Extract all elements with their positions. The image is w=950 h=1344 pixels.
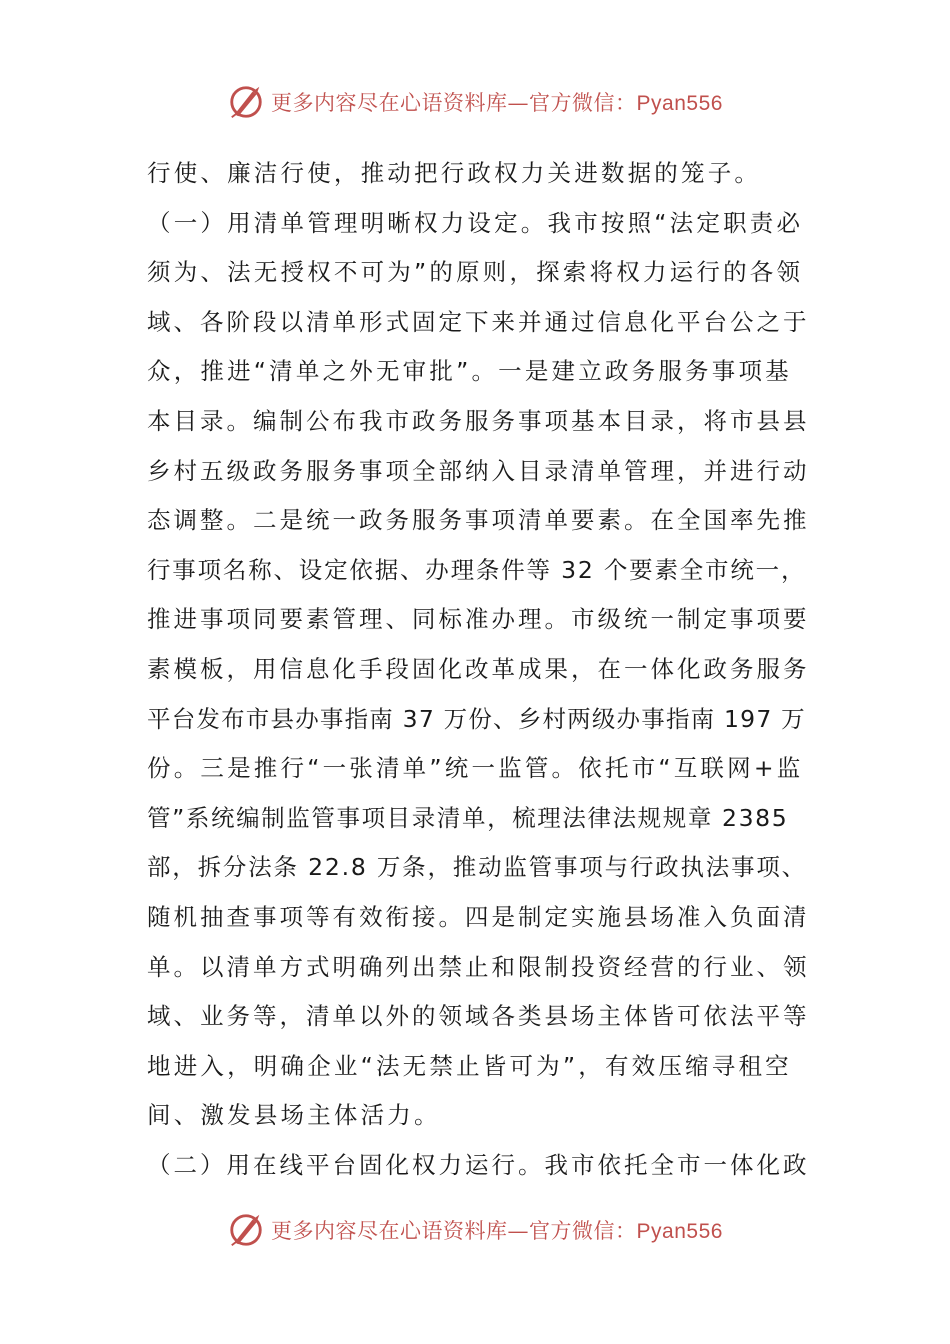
quill-pen-logo-icon [227,83,265,121]
text-line: 间、激发县场主体活力。 [147,1101,441,1130]
watermark-wechat-id: Pyan556 [636,1220,723,1243]
quill-pen-logo-icon [227,1211,265,1249]
watermark-text-cn: 更多内容尽在心语资料库—官方微信： [271,1219,637,1243]
text-line: 众，推进“清单之外无审批”。一是建立政务服务事项基 [147,357,792,386]
text-line: 行事项名称、设定依据、办理条件等 32 个要素全市统一， [147,555,807,584]
text-line: 域、各阶段以清单形式固定下来并通过信息化平台公之于 [147,307,810,336]
watermark-wechat-id: Pyan556 [636,92,723,115]
watermark-banner-top [0,80,950,124]
text-line: 本目录。编制公布我市政务服务事项基本目录，将市县县 [147,406,810,435]
text-line: 管”系统编制监管事项目录清单，梳理法律法规规章 2385 [147,803,789,832]
text-line: 素模板，用信息化手段固化改革成果，在一体化政务服务 [147,654,810,683]
text-line: （一）用清单管理明晰权力设定。我市按照“法定职责必 [147,208,804,237]
text-line: 行使、廉洁行使，推动把行政权力关进数据的笼子。 [147,159,762,187]
text-line: 单。以清单方式明确列出禁止和限制投资经营的行业、领 [147,952,810,981]
text-line: 地进入，明确企业“法无禁止皆可为”，有效压缩寻租空 [147,1051,792,1080]
text-line: 随机抽查事项等有效衔接。四是制定实施县场准入负面清 [147,902,810,931]
text-line: （二）用在线平台固化权力运行。我市依托全市一体化政 [147,1150,810,1179]
watermark-text [271,1215,723,1245]
text-line: 份。三是推行“一张清单”统一监管。依托市“互联网+监 [147,754,804,783]
text-line: 域、业务等，清单以外的领域各类县场主体皆可依法平等 [147,1002,810,1031]
text-line: 态调整。二是统一政务服务事项清单要素。在全国率先推 [147,506,810,535]
watermark-text [271,87,723,117]
text-line: 推进事项同要素管理、同标准办理。市级统一制定事项要 [147,605,810,634]
watermark-banner-bottom [0,1208,950,1252]
text-line: 部，拆分法条 22.8 万条，推动监管事项与行政执法事项、 [147,853,807,882]
watermark-text-cn: 更多内容尽在心语资料库—官方微信： [271,91,637,115]
text-line: 乡村五级政务服务事项全部纳入目录清单管理，并进行动 [147,456,810,485]
text-line: 平台发布市县办事指南 37 万份、乡村两级办事指南 197 万 [147,704,806,733]
document-body [147,149,810,1190]
text-line: 须为、法无授权不可为”的原则，探索将权力运行的各领 [147,258,804,287]
